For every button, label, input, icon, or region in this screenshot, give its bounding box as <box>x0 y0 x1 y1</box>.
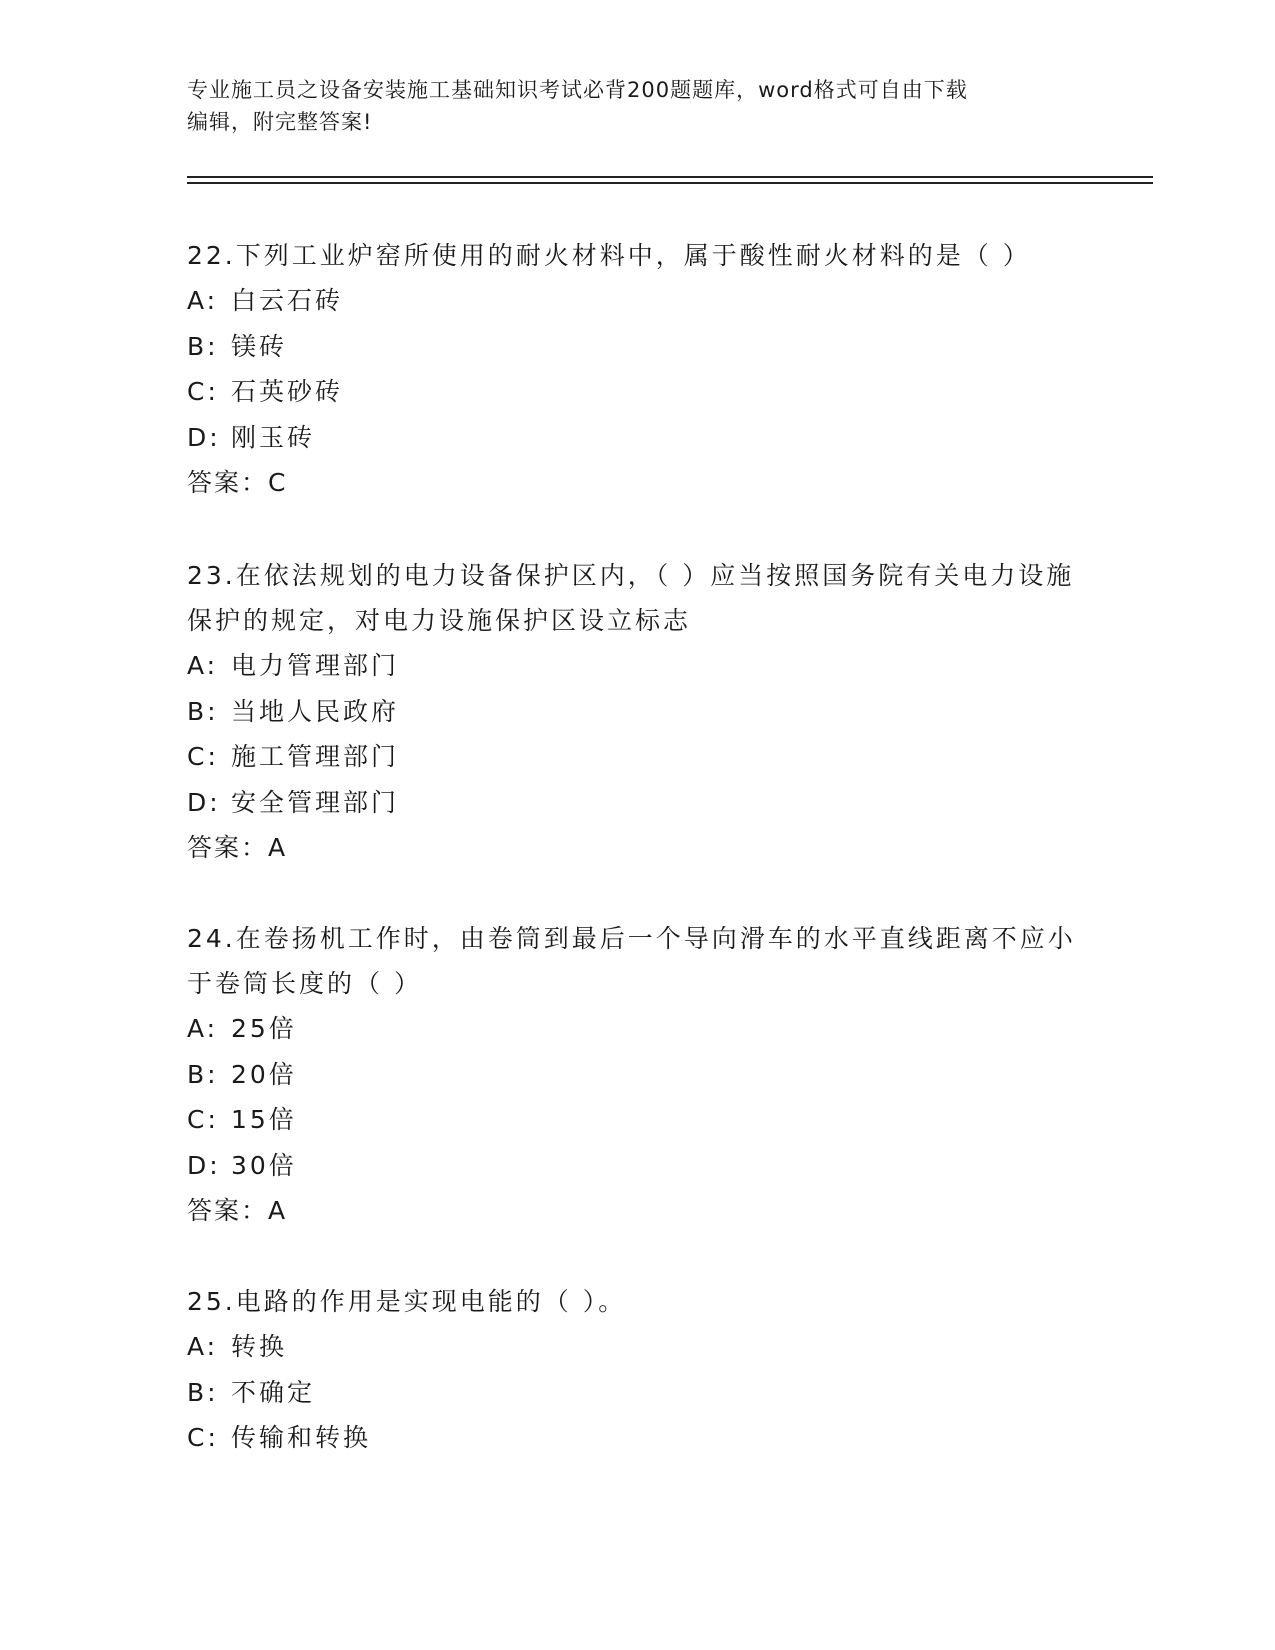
option-text: 刚玉砖 <box>231 422 316 452</box>
question-stem <box>187 233 1087 278</box>
question-22 <box>187 233 1087 506</box>
option-b <box>187 1052 1087 1098</box>
question-text: 在卷扬机工作时，由卷筒到最后一个导向滑车的水平直线距离不应小于卷筒长度的（ ） <box>187 924 1076 998</box>
option-text: 安全管理部门 <box>231 787 400 817</box>
option-key: B: <box>187 1059 219 1089</box>
option-text: 15倍 <box>231 1105 297 1134</box>
option-text: 25倍 <box>231 1014 297 1043</box>
question-24 <box>187 916 1087 1234</box>
question-number: 25. <box>187 1287 236 1316</box>
option-key: C: <box>187 377 219 406</box>
option-c <box>187 734 1087 780</box>
answer-line: 答案：C <box>187 468 288 497</box>
option-d <box>187 780 1087 826</box>
answer-line: 答案：A <box>187 833 288 862</box>
option-b <box>187 324 1087 370</box>
header-divider-bottom <box>187 182 1153 184</box>
option-key: C: <box>187 742 219 771</box>
answer-line: 答案：A <box>187 1196 288 1225</box>
option-text: 不确定 <box>231 1377 316 1407</box>
option-key: D: <box>187 787 221 817</box>
option-key: A: <box>187 651 219 680</box>
option-key: A: <box>187 286 219 315</box>
question-stem <box>187 916 1087 1006</box>
option-c <box>187 1097 1087 1143</box>
option-key: A: <box>187 1014 219 1043</box>
question-stem <box>187 553 1087 643</box>
document-header <box>187 74 1067 138</box>
option-key: C: <box>187 1423 219 1452</box>
option-d <box>187 415 1087 461</box>
question-25 <box>187 1279 1087 1461</box>
question-stem <box>187 1279 1087 1324</box>
option-b <box>187 1370 1087 1416</box>
option-key: B: <box>187 1377 219 1407</box>
header-title-line-1: 专业施工员之设备安装施工基础知识考试必背200题题库，word格式可自由下载 <box>187 78 968 102</box>
option-key: D: <box>187 1150 221 1180</box>
option-text: 施工管理部门 <box>231 742 400 771</box>
option-c <box>187 1415 1087 1461</box>
option-text: 转换 <box>231 1332 288 1361</box>
question-text: 在依法规划的电力设备保护区内，（ ）应当按照国务院有关电力设施保护的规定，对电力设施保护区设立标志 <box>187 561 1075 635</box>
option-key: B: <box>187 331 219 361</box>
header-divider-top <box>187 176 1153 178</box>
option-key: A: <box>187 1332 219 1361</box>
option-text: 石英砂砖 <box>231 377 344 406</box>
option-b <box>187 689 1087 735</box>
option-key: D: <box>187 422 221 452</box>
question-number: 23. <box>187 561 236 590</box>
option-key: C: <box>187 1105 219 1134</box>
header-title-line-2: 编辑，附完整答案! <box>187 110 373 134</box>
option-a <box>187 278 1087 324</box>
option-text: 20倍 <box>231 1059 297 1089</box>
option-text: 30倍 <box>231 1150 297 1180</box>
option-text: 镁砖 <box>231 331 288 361</box>
question-23 <box>187 553 1087 871</box>
option-key: B: <box>187 696 219 726</box>
option-text: 当地人民政府 <box>231 696 400 726</box>
question-number: 22. <box>187 241 236 270</box>
question-text: 电路的作用是实现电能的（ ）。 <box>235 1287 627 1316</box>
option-a <box>187 1006 1087 1052</box>
option-text: 电力管理部门 <box>231 651 400 680</box>
option-d <box>187 1143 1087 1189</box>
question-text: 下列工业炉窑所使用的耐火材料中，属于酸性耐火材料的是（ ） <box>235 241 1031 270</box>
option-c <box>187 369 1087 415</box>
option-text: 传输和转换 <box>231 1423 372 1452</box>
option-a <box>187 1324 1087 1370</box>
option-a <box>187 643 1087 689</box>
option-text: 白云石砖 <box>231 286 344 315</box>
question-number: 24. <box>187 924 236 953</box>
